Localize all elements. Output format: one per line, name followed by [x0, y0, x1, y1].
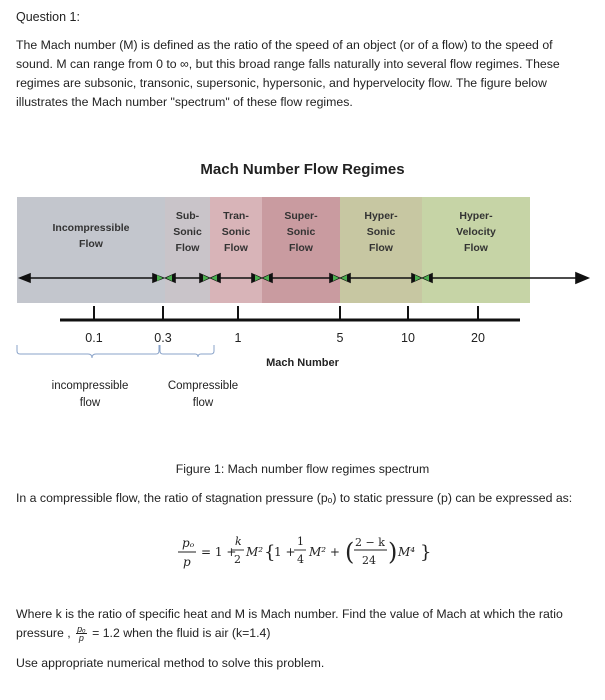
axis-label: Mach Number [266, 357, 339, 369]
eq-two: 2 [234, 553, 241, 566]
eq-four: 4 [297, 553, 304, 566]
tick-label-10: 10 [401, 331, 415, 345]
eq-left-paren: ( [345, 538, 355, 566]
band-label-supersonic: Super- Sonic Flow [284, 210, 318, 254]
tick-label-20: 20 [471, 331, 485, 345]
eq-numerator-2-minus-k: 2 − k [355, 536, 385, 549]
figure-caption: Figure 1: Mach number flow regimes spectrum [175, 462, 430, 476]
band-label-hypervelocity: Hyper- Velocity Flow [456, 210, 496, 254]
inline-frac-num: pₒ [77, 624, 86, 635]
eq-right-paren: ) [388, 538, 398, 566]
band-label-hypersonic: Hyper- Sonic Flow [364, 210, 398, 254]
pressure-ratio-equation [174, 527, 464, 579]
question-title: Question 1: [16, 10, 80, 24]
tick-label-5: 5 [336, 331, 344, 345]
eq-m-fourth: M⁴ [398, 545, 416, 559]
figure-title: Mach Number Flow Regimes [200, 161, 405, 178]
task-paragraph [16, 605, 591, 643]
task-text-a: Where k is the ratio of specific heat and M is Mach number. Find the value of Mach at which the ratio pressure , [16, 607, 563, 640]
tick-label-0-3: 0.3 [154, 331, 172, 345]
eq-equals-one-plus: = 1 + [201, 545, 237, 559]
incompressible-flow-label: incompressible flow [51, 380, 129, 409]
mach-axis [60, 306, 520, 320]
tick-label-1: 1 [234, 331, 242, 345]
eq-denominator-24: 24 [362, 554, 376, 567]
eq-right-brace: } [420, 542, 432, 563]
inline-pressure-fraction [76, 625, 87, 642]
band-label-incompressible: Incompressible Flow [52, 222, 130, 250]
eq-m-squared: M² [246, 545, 264, 559]
inline-frac-den: p [78, 633, 84, 644]
band-label-transonic: Tran- Sonic Flow [221, 210, 251, 254]
stagnation-paragraph: In a compressible flow, the ratio of stagnation pressure (pₒ) to static pressure (p) can be expressed as: [16, 491, 573, 505]
regime-arrows [20, 273, 588, 283]
compressible-flow-label: Compressible flow [167, 380, 239, 409]
intro-paragraph: The Mach number (M) is defined as the ratio of the speed of an object (or of a flow) to the speed of sound. M can range from 0 to ∞, but this broad range falls naturally into several flow regimes. These regimes are subsonic, transonic, supersonic, hypersonic, and hypervelocity flow. The figure below illustrates the Mach number "spectrum" of these flow regimes. [16, 38, 560, 109]
task-text-b: = 1.2 when the fluid is air (k=1.4) [92, 626, 271, 640]
eq-left-brace: { [264, 542, 276, 563]
eq-m-squared-plus: M² + [309, 545, 340, 559]
eq-one: 1 [297, 535, 304, 548]
eq-lhs-denominator: p [183, 555, 191, 569]
tick-label-0-1: 0.1 [85, 331, 103, 345]
eq-k: k [235, 535, 242, 548]
eq-one-plus: 1 + [274, 545, 296, 559]
method-instruction: Use appropriate numerical method to solve this problem. [16, 656, 325, 670]
eq-lhs-numerator: pₒ [182, 536, 195, 550]
band-label-subsonic: Sub- Sonic Flow [173, 210, 202, 254]
